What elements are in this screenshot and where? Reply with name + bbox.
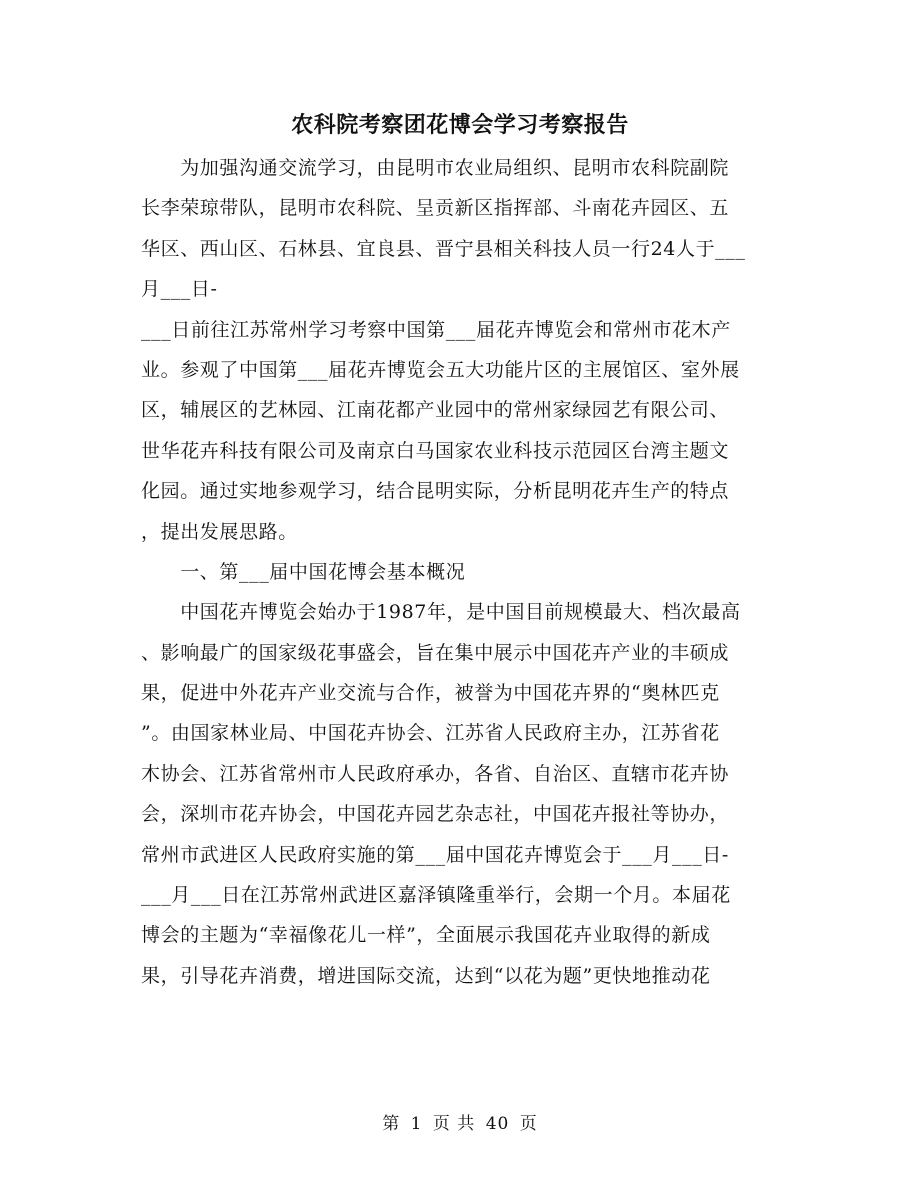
page-label-prefix: 第 xyxy=(382,1114,401,1134)
body-line: 区，辅展区的艺林园、江南花都产业园中的常州家绿园艺有限公司、 xyxy=(141,399,730,422)
body-line: 、影响最广的国家级花事盛会，旨在集中展示中国花卉产业的丰硕成 xyxy=(141,641,730,664)
body-line: ___日前往江苏常州学习考察中国第___届花卉博览会和常州市花木产 xyxy=(141,318,731,341)
body-line: 化园。通过实地参观学习，结合昆明实际，分析昆明花卉生产的特点 xyxy=(141,480,730,503)
body-line: 业。参观了中国第___届花卉博览会五大功能片区的主展馆区、室外展 xyxy=(141,358,740,381)
body-line: ___月___日在江苏常州武进区嘉泽镇隆重举行，会期一个月。本届花 xyxy=(141,884,731,907)
page-total: 40 xyxy=(485,1114,510,1134)
body-line: 中国花卉博览会始办于1987年，是中国目前规模最大、档次最高 xyxy=(141,601,741,624)
body-line: 世华花卉科技有限公司及南京白马国家农业科技示范园区台湾主题文 xyxy=(141,439,730,462)
section-heading: 一、第___届中国花博会基本概况 xyxy=(141,560,466,583)
page-label-suffix: 页 xyxy=(519,1114,538,1134)
body-line: 博会的主题为“幸福像花儿一样”，全面展示我国花卉业取得的新成 xyxy=(141,924,711,947)
body-line: ”。由国家林业局、中国花卉协会、江苏省人民政府主办，江苏省花 xyxy=(141,722,720,745)
body-line: 常州市武进区人民政府实施的第___届中国花卉博览会于___月___日- xyxy=(141,843,729,866)
body-line: 木协会、江苏省常州市人民政府承办，各省、自治区、直辖市花卉协 xyxy=(141,762,730,785)
body-line: 月___日- xyxy=(141,278,218,301)
page-label-middle: 页 共 xyxy=(432,1114,476,1134)
body-line: 华区、西山区、石林县、宜良县、晋宁县相关科技人员一行24人于___ xyxy=(141,237,746,260)
page-title: 农科院考察团花博会学习考察报告 xyxy=(291,112,629,138)
body-line: 长李荣琼带队，昆明市农科院、呈贡新区指挥部、斗南花卉园区、五 xyxy=(141,197,730,220)
document-body xyxy=(141,148,781,996)
body-line: ，提出发展思路。 xyxy=(141,520,298,543)
body-line: 为加强沟通交流学习，由昆明市农业局组织、昆明市农科院副院 xyxy=(141,157,730,179)
body-line: 果，引导花卉消费，增进国际交流，达到“以花为题”更快地推动花 xyxy=(141,964,711,987)
body-line: 果，促进中外花卉产业交流与合作，被誉为中国花卉界的“奥林匹克 xyxy=(141,682,720,705)
page-footer xyxy=(0,1112,920,1136)
body-line: 会，深圳市花卉协会，中国花卉园艺杂志社，中国花卉报社等协办， xyxy=(141,803,730,826)
page-number: 1 xyxy=(410,1114,423,1134)
